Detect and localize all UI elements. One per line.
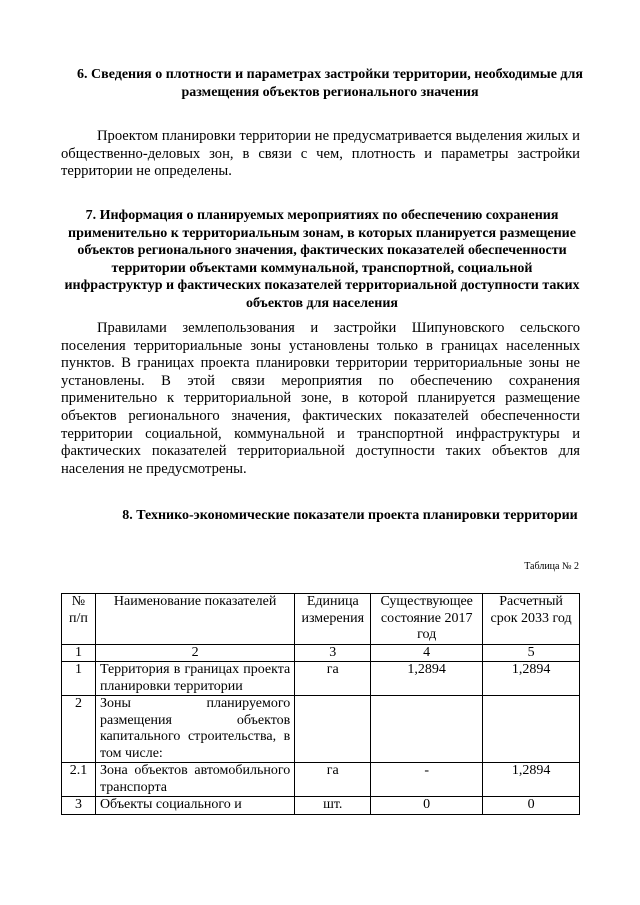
table-caption: Таблица № 2: [524, 561, 579, 572]
numbering-cell: 5: [483, 644, 580, 662]
numbering-cell: 3: [295, 644, 371, 662]
table-row: [62, 696, 580, 763]
numbering-cell: 2: [95, 644, 294, 662]
header-cell: Расчетный срок 2033 год: [483, 594, 580, 645]
table-cell: Зоны планируемого размещения объектов капитального строительства, в том числе:: [95, 696, 294, 763]
table-numbering-row: [62, 644, 580, 662]
table-cell: 2.1: [62, 763, 96, 797]
header-cell: Существующее состояние 2017 год: [371, 594, 483, 645]
table-cell: 3: [62, 797, 96, 815]
header-cell: Наименование показателей: [95, 594, 294, 645]
table-cell: 1,2894: [371, 662, 483, 696]
table-cell: [295, 696, 371, 763]
header-cell: № п/п: [62, 594, 96, 645]
table-header-row: [62, 594, 580, 645]
indicators-table: [61, 593, 580, 815]
numbering-cell: 1: [62, 644, 96, 662]
table-cell: 1,2894: [483, 662, 580, 696]
section-7-paragraph: Правилами землепользования и застройки Шипуновского сельского поселения территориальные зоны установлены только в границах населенных пунктов. В границах проекта планировки территории территориальные зоны не установлены. В этой связи мероприятия по обеспечению сохранения применительно к территориальной зоне, в которой планируется размещение объектов регионального значения, фактических показателей обеспеченности территории социальной, коммунальной и транспортной инфраструктуры и фактических показателей территориальной доступности таких объектов для населения не предусмотрены.: [61, 320, 580, 477]
table-cell: 2: [62, 696, 96, 763]
table-cell: -: [371, 763, 483, 797]
table-cell: Зона объектов автомобильного транспорта: [95, 763, 294, 797]
table-cell: [483, 696, 580, 763]
table-cell: 1: [62, 662, 96, 696]
table-cell: шт.: [295, 797, 371, 815]
table-cell: 1,2894: [483, 763, 580, 797]
section-8-heading: 8. Технико-экономические показатели проекта планировки территории: [122, 508, 578, 523]
table-cell: Территория в границах проекта планировки территории: [95, 662, 294, 696]
table-cell: га: [295, 662, 371, 696]
section-6-paragraph: Проектом планировки территории не предусматривается выделения жилых и общественно-деловых зон, в связи с чем, плотность и параметры застройки территории не определены.: [61, 128, 580, 180]
numbering-cell: 4: [371, 644, 483, 662]
table-row: [62, 662, 580, 696]
table-cell: 0: [371, 797, 483, 815]
table-row: [62, 797, 580, 815]
section-7-heading: 7. Информация о планируемых мероприятиях по обеспечению сохранения применительно к территориальным зонам, в которых планируется размещение объектов регионального значения, фактических показателей обеспеченности территории объектами коммунальной, транспортной, социальной инфраструктур и фактических показателей территориальной доступности таких объектов для населения: [64, 208, 580, 311]
header-cell: Единица измерения: [295, 594, 371, 645]
table-cell: га: [295, 763, 371, 797]
table-cell: 0: [483, 797, 580, 815]
table-row: [62, 763, 580, 797]
table-cell: [371, 696, 483, 763]
table-cell: Объекты социального и: [95, 797, 294, 815]
section-6-heading: 6. Сведения о плотности и параметрах застройки территории, необходимые для размещения объектов регионального значения: [77, 67, 583, 100]
